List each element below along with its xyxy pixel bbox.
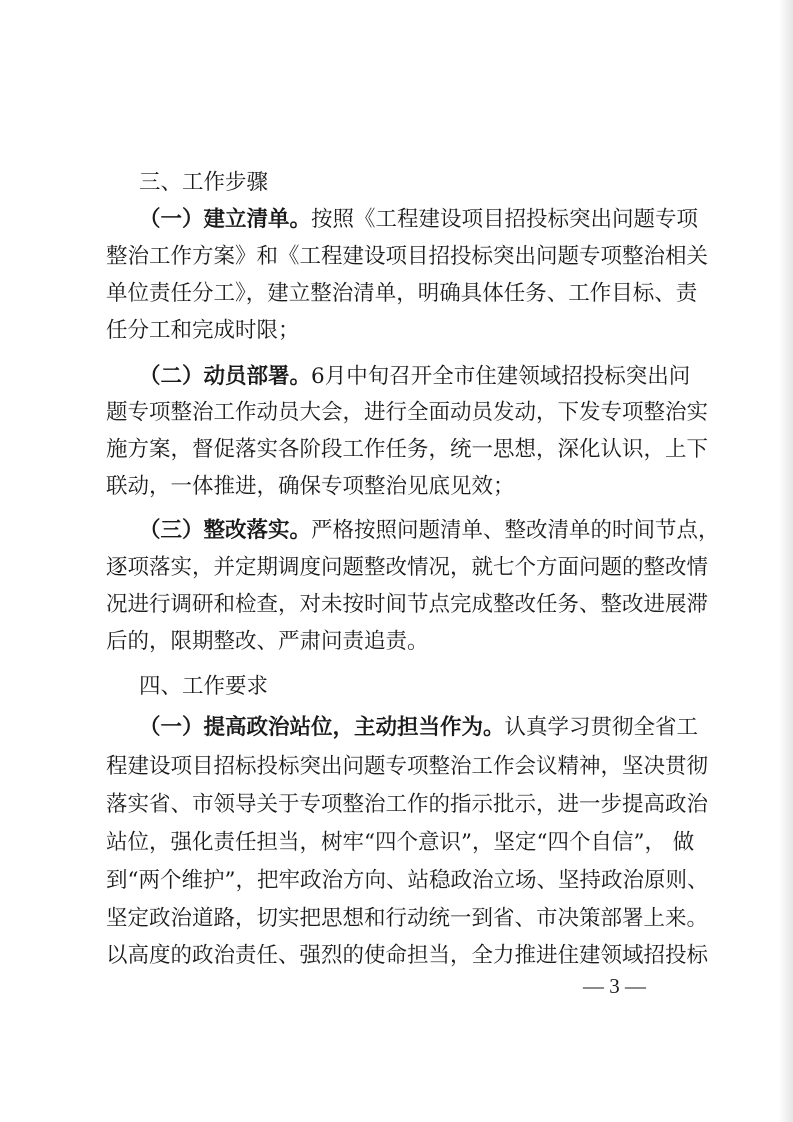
paragraph-line: 任分工和完成时限； bbox=[106, 318, 300, 343]
paragraph-line: 落实省、市领导关于专项整治工作的指示批示，进一步提高政治 bbox=[106, 792, 709, 817]
paragraph-line: 况进行调研和检查，对未按时间节点完成整改任务、整改进展滞 bbox=[106, 592, 709, 617]
paragraph-line: 联动，一体推进，确保专项整治见底见效； bbox=[106, 474, 515, 499]
paragraph-line: 站位，强化责任担当，树牢“四个意识”，坚定“四个自信”， 做 bbox=[106, 830, 695, 855]
paragraph-line bbox=[139, 516, 720, 546]
item-label-rectification: （三）整改落实。 bbox=[139, 518, 312, 543]
paragraph-line: 后的，限期整改、严肃问责追责。 bbox=[106, 629, 429, 654]
page-edge-shadow bbox=[779, 0, 793, 1122]
paragraph-line: 整治工作方案》和《工程建设项目招投标突出问题专项整治相关 bbox=[106, 244, 709, 269]
item-label-mobilization: （二）动员部署。 bbox=[139, 364, 312, 389]
paragraph-line: 逐项落实，并定期调度问题整改情况，就七个方面问题的整改情 bbox=[106, 555, 709, 580]
paragraph-line bbox=[139, 205, 699, 235]
paragraph-line: 单位责任分工》，建立整治清单，明确具体任务、工作目标、责 bbox=[106, 281, 698, 306]
paragraph-line: 到“两个维护”，把牢政治方向、站稳政治立场、坚持政治原则、 bbox=[106, 868, 709, 893]
paragraph-line: 程建设项目招标投标突出问题专项整治工作会议精神，坚决贯彻 bbox=[106, 754, 709, 779]
paragraph-line bbox=[139, 362, 691, 392]
item-text: 按照《工程建设项目招投标突出问题专项 bbox=[311, 207, 699, 232]
paragraph-line: 施方案，督促落实各阶段工作任务，统一思想，深化认识，上下 bbox=[106, 437, 709, 462]
paragraph-line bbox=[139, 713, 699, 743]
paragraph-line: 以高度的政治责任、强烈的使命担当，全力推进住建领域招投标 bbox=[106, 943, 709, 968]
item-label-create-list: （一）建立清单。 bbox=[139, 207, 312, 232]
item-label-political-stance: （一）提高政治站位，主动担当作为。 bbox=[139, 715, 505, 740]
page-number: — 3 — bbox=[583, 974, 646, 998]
item-text: 6月中旬召开全市住建领域招投标突出问 bbox=[311, 364, 691, 389]
paragraph-line: 坚定政治道路，切实把思想和行动统一到省、市决策部署上来。 bbox=[106, 906, 709, 931]
section-heading-work-steps: 三、工作步骤 bbox=[139, 170, 269, 195]
section-heading-work-requirements: 四、工作要求 bbox=[139, 674, 269, 699]
item-text: 严格按照问题清单、整改清单的时间节点， bbox=[311, 518, 720, 543]
paragraph-line: 题专项整治工作动员大会，进行全面动员发动，下发专项整治实 bbox=[106, 400, 709, 425]
item-text: 认真学习贯彻全省工 bbox=[504, 715, 699, 740]
